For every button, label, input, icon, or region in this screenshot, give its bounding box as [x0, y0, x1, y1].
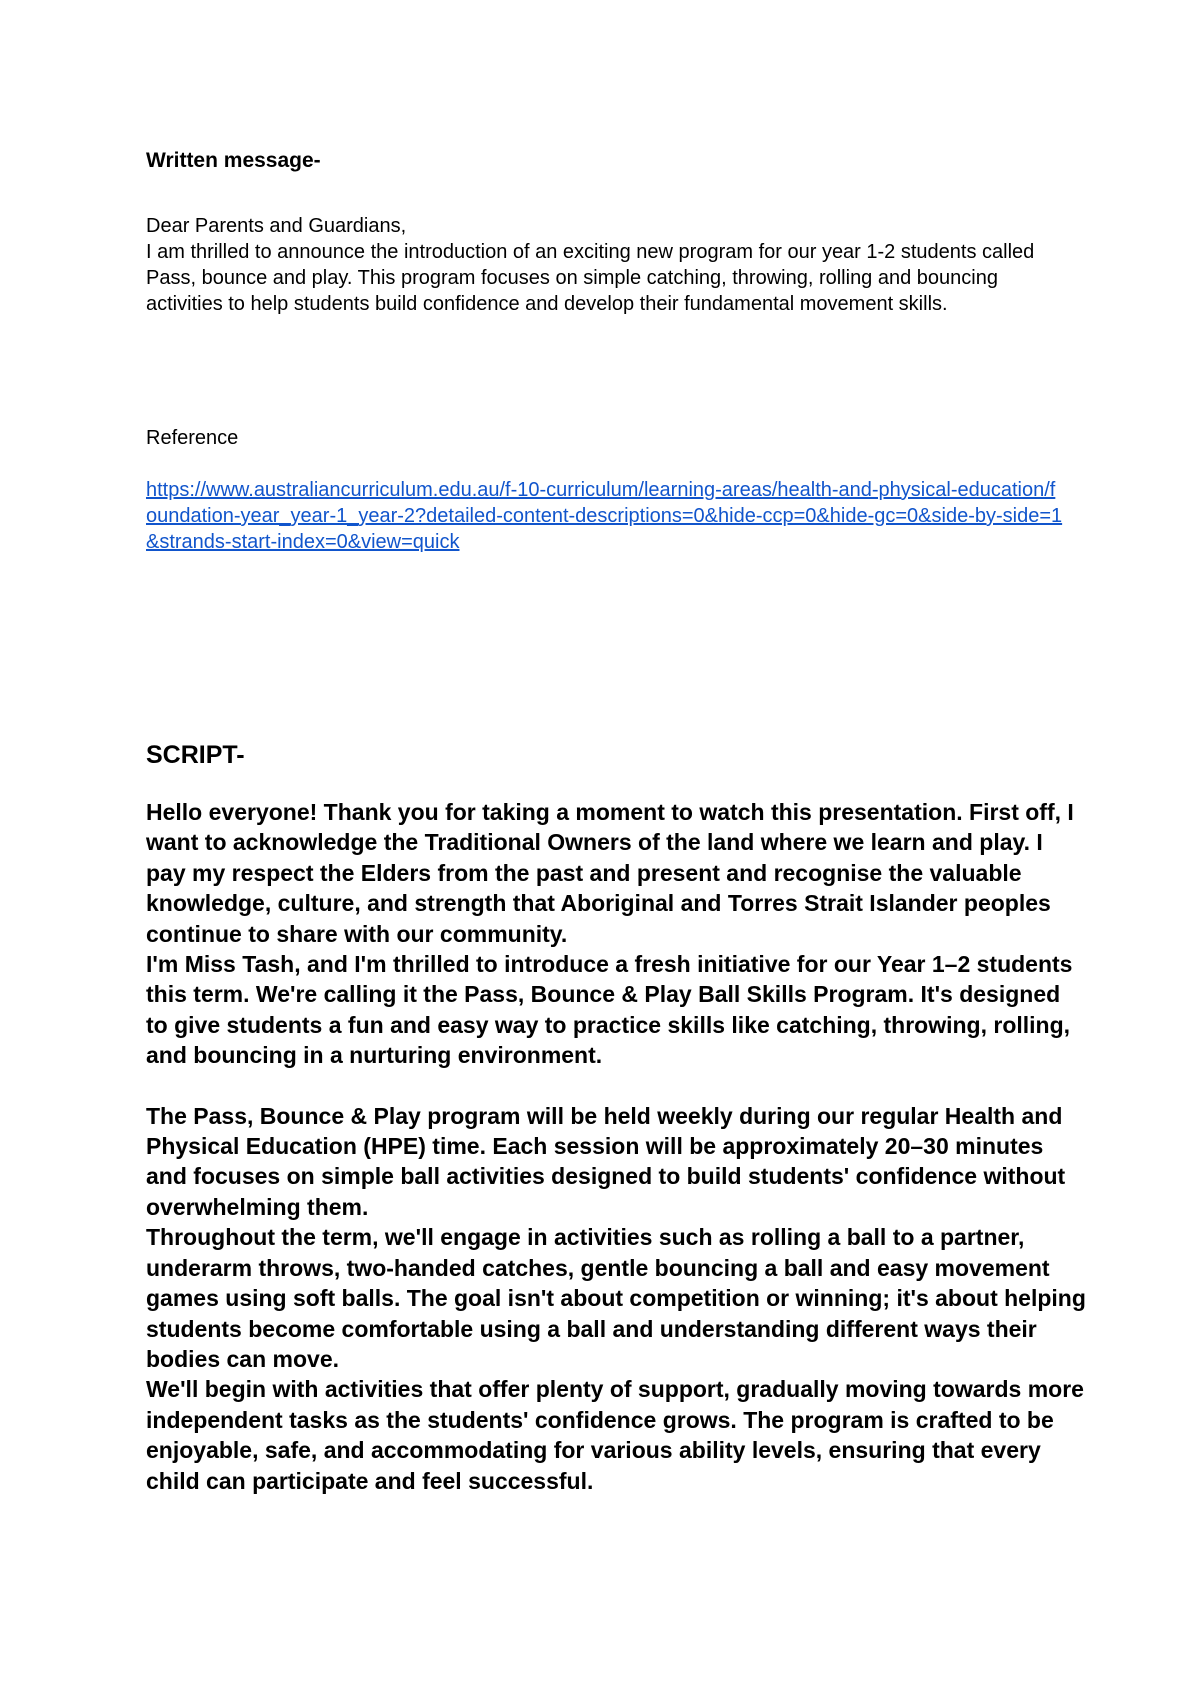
script-paragraph-introduction: I'm Miss Tash, and I'm thrilled to introduce a fresh initiative for our Year 1–2 students this term. We're calling it the Pass, Bounce & Play Ball Skills Program. It's designed to give students a fun and easy way to practice skills like catching, throwing, rolling, and bouncing in a nurturing environment.	[146, 951, 1073, 1069]
reference-link[interactable]: https://www.australiancurriculum.edu.au/f-10-curriculum/learning-areas/health-and-physical-education/foundation-year_year-1_year-2?detailed-content-descriptions=0&hide-ccp=0&hide-gc=0&side-by-side=1&strands-start-index=0&view=quick	[146, 479, 1063, 553]
written-message-heading: Written message-	[146, 149, 321, 172]
written-message-section	[146, 148, 1086, 174]
reference-link-section	[146, 477, 1086, 555]
script-paragraph-acknowledgement: Hello everyone! Thank you for taking a moment to watch this presentation. First off, I want to acknowledge the Traditional Owners of the land where we learn and play. I pay my respect the Elders from the past and present and recognise the valuable knowledge, culture, and strength that Aboriginal and Torres Strait Islander peoples continue to share with our community.	[146, 799, 1074, 947]
written-message-body-section	[146, 213, 1086, 317]
reference-section	[146, 425, 1086, 451]
script-paragraph-schedule: The Pass, Bounce & Play program will be held weekly during our regular Health and Physical Education (HPE) time. Each session will be approximately 20–30 minutes and focuses on simple ball activities designed to build students' confidence without overwhelming them.	[146, 1102, 1066, 1220]
script-heading-section	[146, 740, 1086, 770]
salutation: Dear Parents and Guardians,	[146, 215, 407, 237]
reference-label: Reference	[146, 427, 239, 449]
script-paragraph-progression: We'll begin with activities that offer plenty of support, gradually moving towards more independent tasks as the students' confidence grows. The program is crafted to be enjoyable, safe, and accommodating for various ability levels, ensuring that every child can participate and feel successful.	[146, 1376, 1084, 1494]
script-body-section	[146, 797, 1086, 1496]
script-paragraph-activities: Throughout the term, we'll engage in activities such as rolling a ball to a partner, underarm throws, two-handed catches, gentle bouncing a ball and easy movement games using soft balls. The goal isn't about competition or winning; it's about helping students become comfortable using a ball and understanding different ways their bodies can move.	[146, 1224, 1086, 1372]
script-heading: SCRIPT-	[146, 741, 245, 769]
written-message-body: I am thrilled to announce the introduction of an exciting new program for our year 1-2 students called Pass, bounce and play. This program focuses on simple catching, throwing, rolling and bouncing activities to help students build confidence and develop their fundamental movement skills.	[146, 241, 1035, 315]
